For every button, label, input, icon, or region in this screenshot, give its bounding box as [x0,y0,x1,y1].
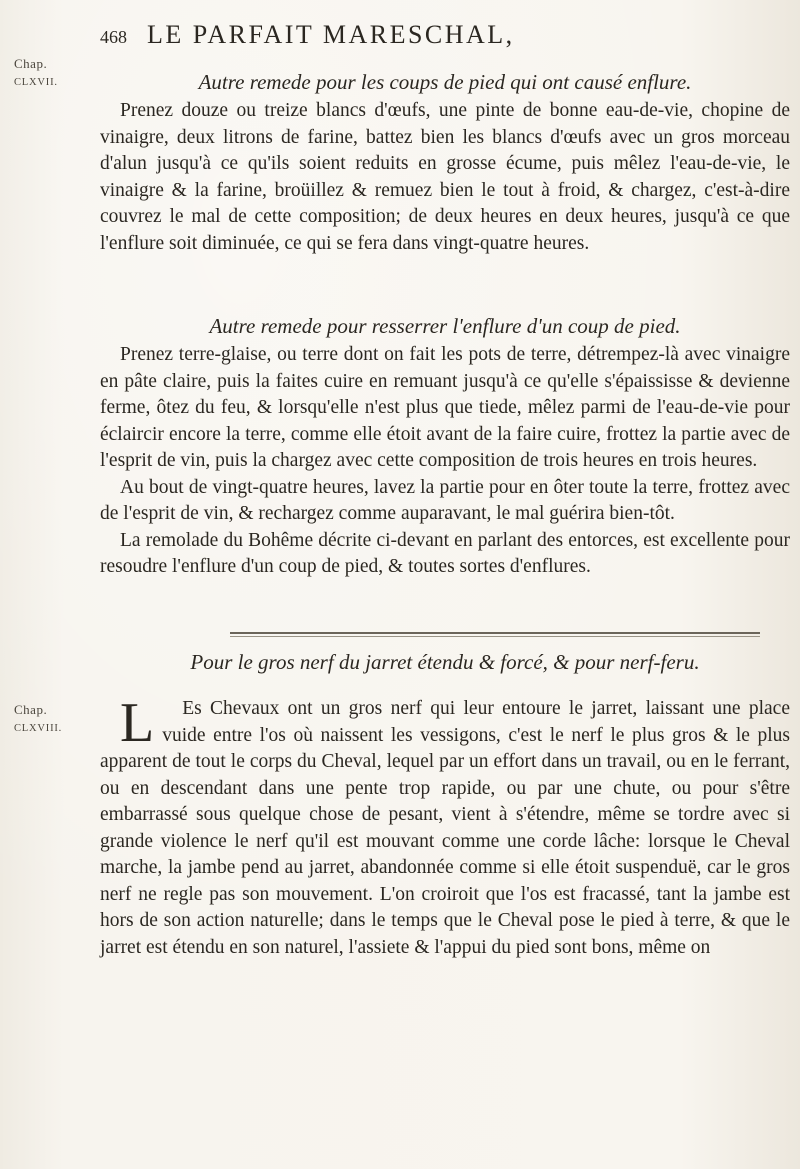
section-title: Autre remede pour les coups de pied qui ont causé enflure. [198,70,692,94]
section-body [100,98,790,257]
section-body [100,342,790,581]
margin-note-label: Chap. [14,56,48,71]
drop-cap-letter: L [120,692,155,754]
margin-note-number: CLXVIII. [14,723,63,734]
paragraph: La remolade du Bohême décrite ci-devant en parlant des entorces, est excellente pour resoudre l'enflure d'un coup de pied, & toutes sortes d'enflures. [100,529,790,577]
paragraph: Prenez terre-glaise, ou terre dont on fait les pots de terre, détrempez-là avec vinaigre en pâte claire, puis la faites cuire en remuant jusqu'à ce qu'elle s'épaississe & devienne ferme, ôtez du feu, & lorsqu'elle n'est plus que tiede, mêlez parmi de l'eau-de-vie pour éclaircir encore la terre, comme elle étoit avant de la faire cuire, frottez la partie avec de l'esprit de vin, puis la chargez avec cette composition de trois heures en trois heures. [100,344,790,471]
paragraph: Prenez douze ou treize blancs d'œufs, une pinte de bonne eau-de-vie, chopine de vinaigre, deux litrons de farine, battez bien les blancs d'œufs avec un gros morceau d'alun jusqu'à ce qu'ils soient reduits en grosse écume, puis mêlez l'eau-de-vie, le vinaigre & la farine, broüillez & remuez bien le tout à froid, & chargez, c'est-à-dire couvrez le mal de cette composition; de deux heures en deux heures, jusqu'à ce que l'enflure soit diminuée, ce qui se fera dans vingt-quatre heures. [100,100,790,254]
margin-note-number: CLXVII. [14,77,58,88]
paragraph [100,692,790,961]
margin-note-label: Chap. [14,702,48,717]
section-divider [230,632,760,634]
margin-note-chapter-167 [14,54,58,92]
running-title: LE PARFAIT MARESCHAL, [147,20,515,49]
paragraph: Au bout de vingt-quatre heures, lavez la partie pour en ôter toute la terre, frottez avec de l'esprit de vin, & rechargez comme auparavant, le mal guérira bien-tôt. [100,476,790,524]
page-number: 468 [100,27,127,47]
section-body [100,692,790,961]
section-title: Autre remede pour resserrer l'enflure d'un coup de pied. [209,314,681,338]
page-header [100,20,660,56]
margin-note-chapter-168 [14,700,62,738]
section-title: Pour le gros nerf du jarret étendu & forcé, & pour nerf-feru. [190,650,700,674]
paragraph-text: Es Chevaux ont un gros nerf qui leur entoure le jarret, laissant une place vuide entre l'os où naissent les vessigons, c'est le nerf le plus gros & le plus apparent de tout le corps du Cheval, lequel par un effort dans un travail, ou en le ferrant, ou en descendant dans une pente trop rapide, ou par une chute, ou pour s'être embarrassé sous quelque chose de pesant, vient à s'étendre, même se tordre avec si grande violence le nerf qu'il est mouvant comme une corde lâche: lorsque le Cheval marche, la jambe pend au jarret, abandonnée comme si elle étoit suspenduë, car le gros nerf ne regle pas son mouvement. L'on croiroit que l'os est fracassé, tant la jambe est hors de son action naturelle; dans le temps que le Cheval pose le pied à terre, & que le jarret est étendu en son naturel, l'assiete & l'appui du pied sont bons, même on [100,698,790,958]
